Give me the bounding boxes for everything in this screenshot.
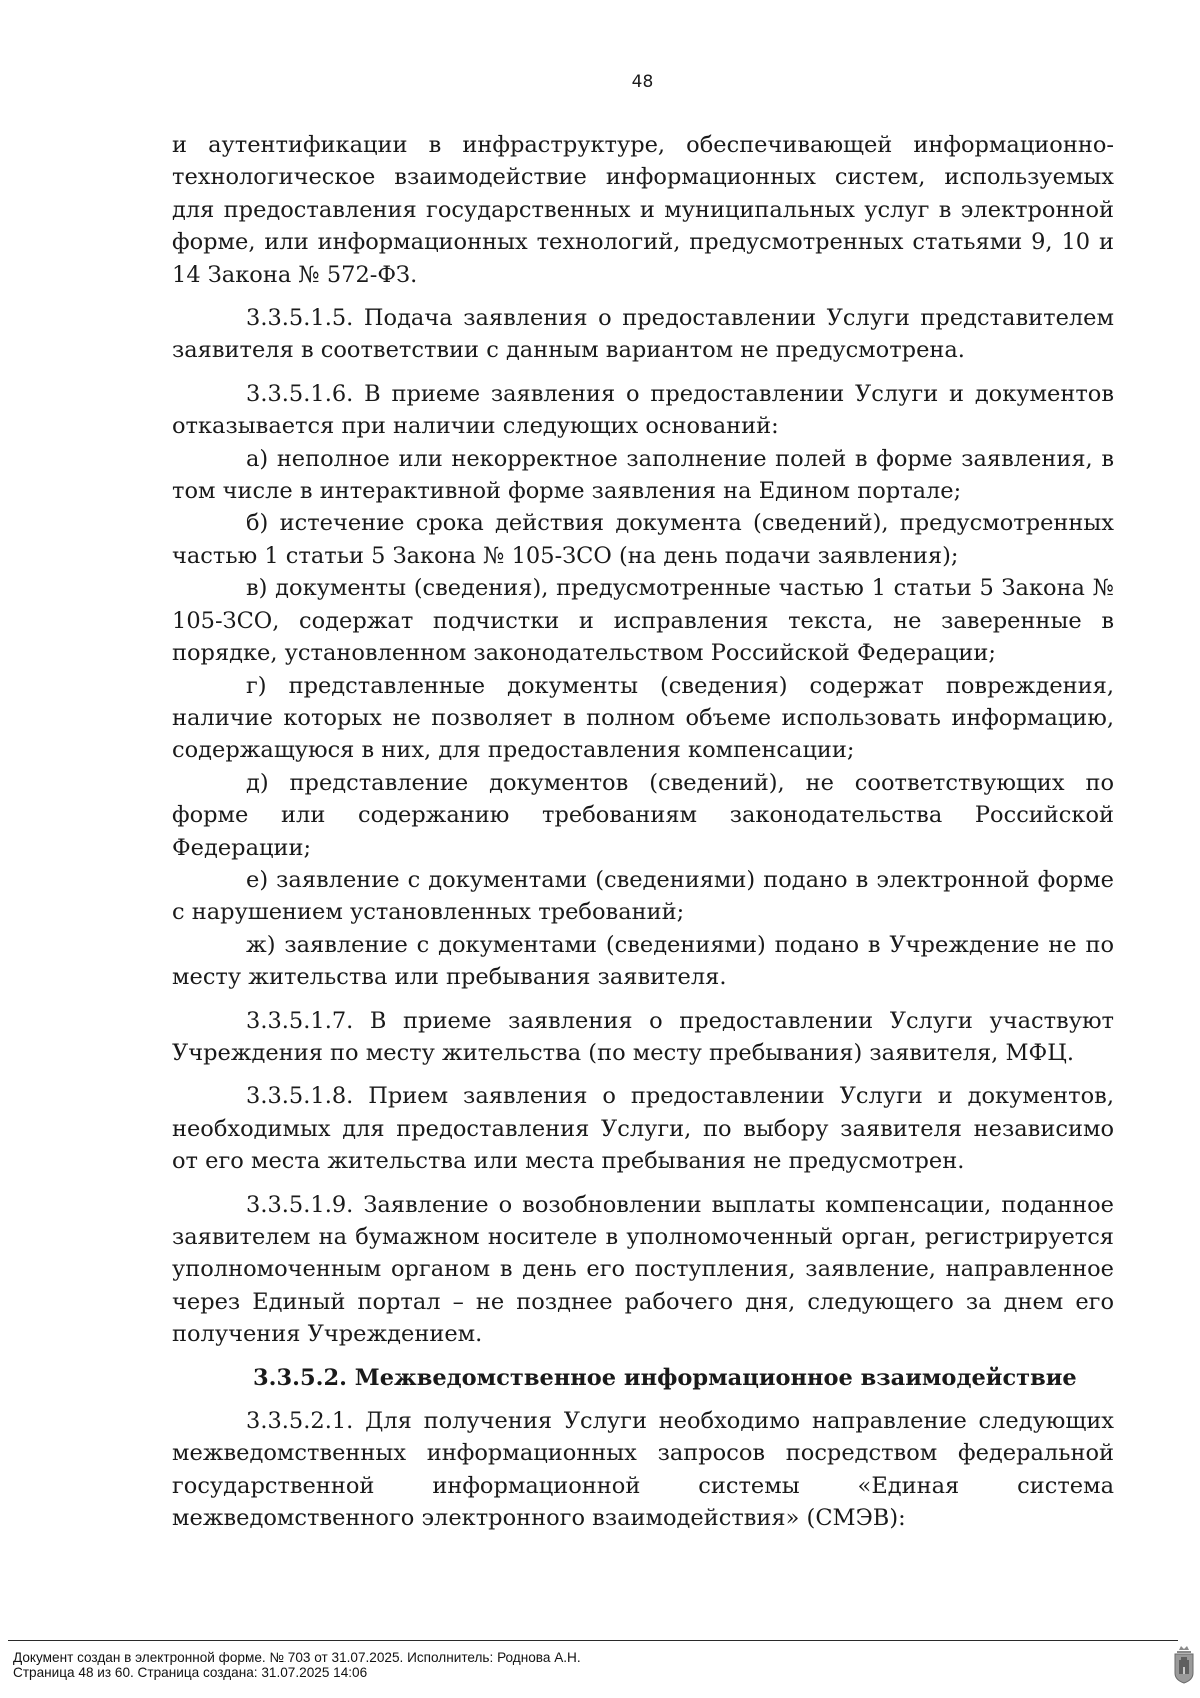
list-item-a: а) неполное или некорректное заполнение полей в форме заявления, в том числе в интерактивной форме заявления на Едином портале; — [172, 445, 1114, 505]
paragraph-continuation: и аутентификации в инфраструктуре, обеспечивающей информационно-технологическое взаимодействие информационных систем, используемых для предоставления государственных и муниципальных услуг в электронной форме, или информационных технологий, предусмотренных статьями 9, 10 и 14 Закона № 572-ФЗ. — [172, 132, 1114, 288]
footer-divider — [8, 1640, 1178, 1641]
footer-document-info: Документ создан в электронной форме. № 703 от 31.07.2025. Исполнитель: Роднова А.Н. — [13, 1650, 581, 1665]
list-item-v: в) документы (сведения), предусмотренные частью 1 статьи 5 Закона № 105-ЗСО, содержат подчистки и исправления текста, не заверенные в порядке, установленном законодательством Российской Федерации; — [172, 575, 1114, 667]
list-item-g: г) представленные документы (сведения) содержат повреждения, наличие которых не позволяет в полном объеме использовать информацию, содержащуюся в них, для предоставления компенсации; — [172, 672, 1114, 764]
section-heading: 3.3.5.2. Межведомственное информационное взаимодействие — [253, 1364, 1077, 1391]
document-body — [172, 129, 1114, 1535]
footer-page-info: Страница 48 из 60. Страница создана: 31.07.2025 14:06 — [13, 1665, 368, 1680]
paragraph-3-3-5-1-6: 3.3.5.1.6. В приеме заявления о предоставлении Услуги и документов отказывается при наличии следующих оснований: — [172, 380, 1114, 440]
list-item-d: д) представление документов (сведений), не соответствующих по форме или содержанию требованиям законодательства Российской Федерации; — [172, 769, 1114, 861]
list-item-zh: ж) заявление с документами (сведениями) подано в Учреждение не по месту жительства или пребывания заявителя. — [172, 931, 1114, 991]
list-item-b: б) истечение срока действия документа (сведений), предусмотренных частью 1 статьи 5 Закона № 105-ЗСО (на день подачи заявления); — [172, 510, 1114, 569]
paragraph-3-3-5-1-8: 3.3.5.1.8. Прием заявления о предоставлении Услуги и документов, необходимых для предоставления Услуги, по выбору заявителя независимо от его места жительства или места пребывания не предусмотрен. — [172, 1083, 1114, 1175]
list-item-e: е) заявление с документами (сведениями) подано в электронной форме с нарушением установленных требований; — [172, 866, 1114, 926]
paragraph-3-3-5-1-7: 3.3.5.1.7. В приеме заявления о предоставлении Услуги участвуют Учреждения по месту жительства (по месту пребывания) заявителя, МФЦ. — [172, 1007, 1114, 1066]
page-number: 48 — [631, 72, 654, 92]
paragraph-3-3-5-2-1: 3.3.5.2.1. Для получения Услуги необходимо направление следующих межведомственных информационных запросов посредством федеральной государственной информационной системы «Единая система межведомственного электронного взаимодействия» (СМЭВ): — [172, 1408, 1114, 1532]
paragraph-3-3-5-1-9: 3.3.5.1.9. Заявление о возобновлении выплаты компенсации, поданное заявителем на бумажном носителе в уполномоченный орган, регистрируется уполномоченным органом в день его поступления, заявление, направленное через Единый портал – не позднее рабочего дня, следующего за днем его получения Учреждением. — [172, 1191, 1114, 1348]
paragraph-3-3-5-1-5: 3.3.5.1.5. Подача заявления о предоставлении Услуги представителем заявителя в соответствии с данным вариантом не предусмотрена. — [172, 305, 1114, 364]
document-footer — [13, 1650, 1123, 1680]
coat-of-arms-icon — [1172, 1643, 1196, 1685]
